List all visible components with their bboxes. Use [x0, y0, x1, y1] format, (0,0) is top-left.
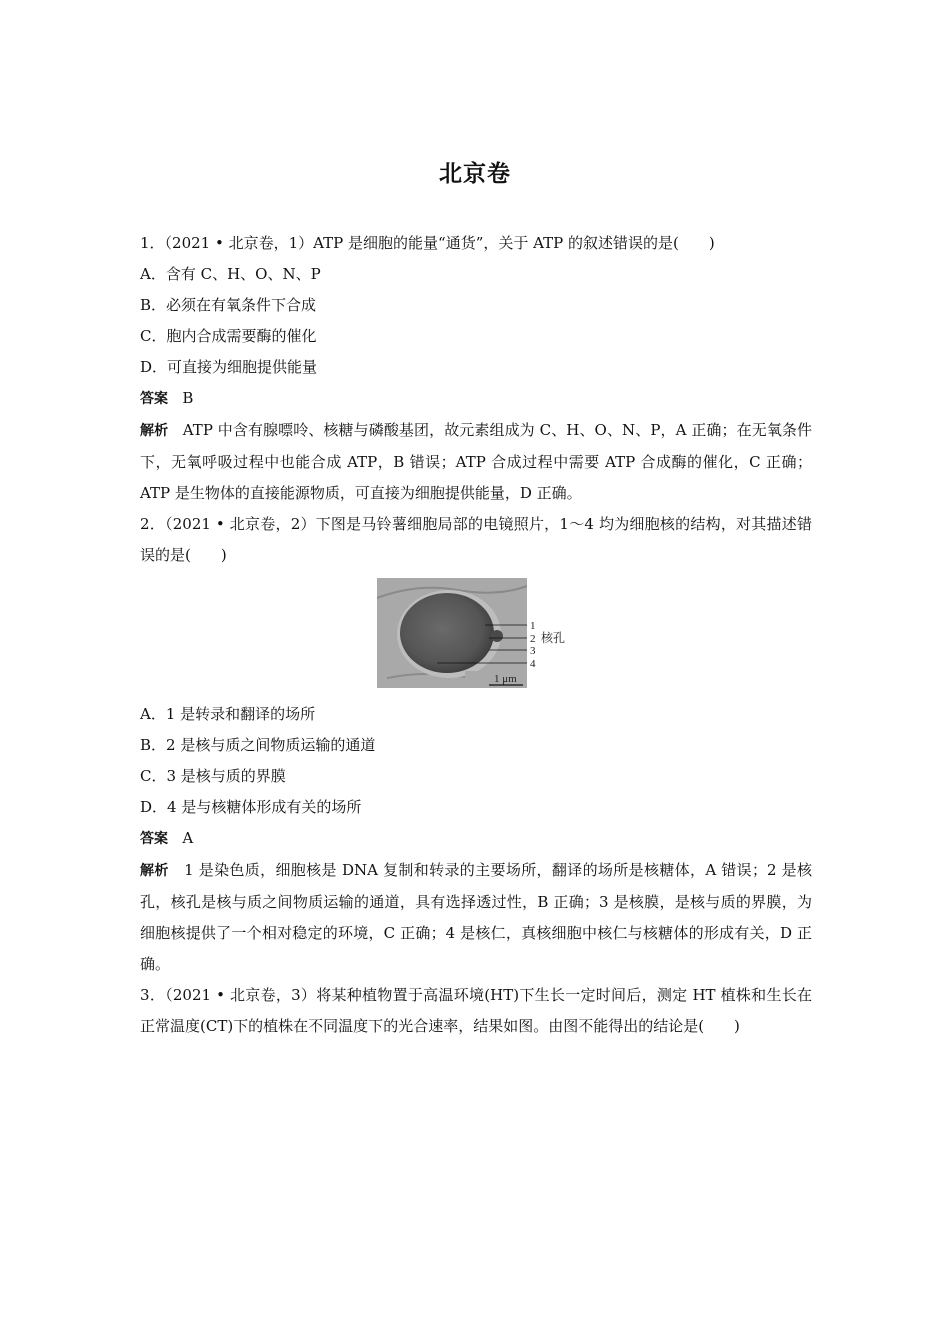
question-2-option-d: D．4 是与核糖体形成有关的场所: [140, 798, 362, 816]
question-1-option-a: A．含有 C、H、O、N、P: [140, 265, 321, 283]
label-3: 3: [530, 645, 536, 657]
analysis-label: 解析: [140, 423, 169, 439]
question-1-answer: [140, 383, 812, 415]
figure-container: [140, 575, 812, 697]
answer-label: 答案: [140, 831, 168, 847]
question-1-analysis: [140, 415, 812, 509]
analysis-text: 1 是染色质，细胞核是 DNA 复制和转录的主要场所，翻译的场所是核糖体，A 错误；2 是核孔，核孔是核与质之间物质运输的通道，具有选择透过性，B 正确；3 是核膜，是核与质的界膜，为细胞核提供了一个相对稳定的环境，C 正确；4 是核仁，真核细胞中核仁与核糖体的形成有关，D 正确。: [140, 861, 813, 973]
content: [140, 228, 812, 1042]
answer-value: B: [182, 389, 194, 407]
scale-label: 1 μm: [494, 673, 517, 685]
pore-label: 核孔: [541, 631, 566, 645]
label-4: 4: [530, 658, 536, 670]
question-2-analysis: [140, 855, 812, 980]
question-2-option-a: A．1 是转录和翻译的场所: [140, 705, 316, 723]
question-3-stem: 3．（2021 • 北京卷，3）将某种植物置于高温环境(HT)下生长一定时间后，测定 HT 植株和生长在正常温度(CT)下的植株在不同温度下的光合速率，结果如图。由图不能得出的结论是( ): [140, 986, 812, 1035]
label-2: 2: [530, 633, 536, 645]
nucleus: [400, 593, 494, 673]
page-title: 北京卷: [439, 161, 511, 187]
question-2-option-c: C．3 是核与质的界膜: [140, 767, 286, 785]
nucleolus-dot: [491, 630, 503, 642]
question-1-option-b: B．必须在有氧条件下合成: [140, 296, 317, 314]
question-1-stem: 1．（2021 • 北京卷，1）ATP 是细胞的能量“通货”，关于 ATP 的叙述错误的是( ): [140, 234, 715, 252]
label-1: 1: [530, 620, 536, 632]
question-2-stem: 2．（2021 • 北京卷，2）下图是马铃薯细胞局部的电镜照片，1～4 均为细胞核的结构，对其描述错误的是( ): [140, 515, 812, 564]
question-1-option-c: C．胞内合成需要酶的催化: [140, 327, 317, 345]
answer-label: 答案: [140, 391, 168, 407]
question-2-answer: [140, 823, 812, 855]
analysis-text: ATP 中含有腺嘌呤、核糖与磷酸基团，故元素组成为 C、H、O、N、P，A 正确；在无氧条件下，无氧呼吸过程中也能合成 ATP，B 错误；ATP 合成过程中需要 ATP 合成酶的催化，C 正确；ATP 是生物体的直接能源物质，可直接为细胞提供能量，D 正确。: [140, 421, 813, 502]
question-2-option-b: B．2 是核与质之间物质运输的通道: [140, 736, 376, 754]
figure-labels: [527, 578, 597, 688]
scale-text-layer: [492, 670, 532, 686]
question-1-option-d: D．可直接为细胞提供能量: [140, 358, 318, 376]
answer-value: A: [182, 829, 194, 847]
analysis-label: 解析: [140, 863, 169, 879]
